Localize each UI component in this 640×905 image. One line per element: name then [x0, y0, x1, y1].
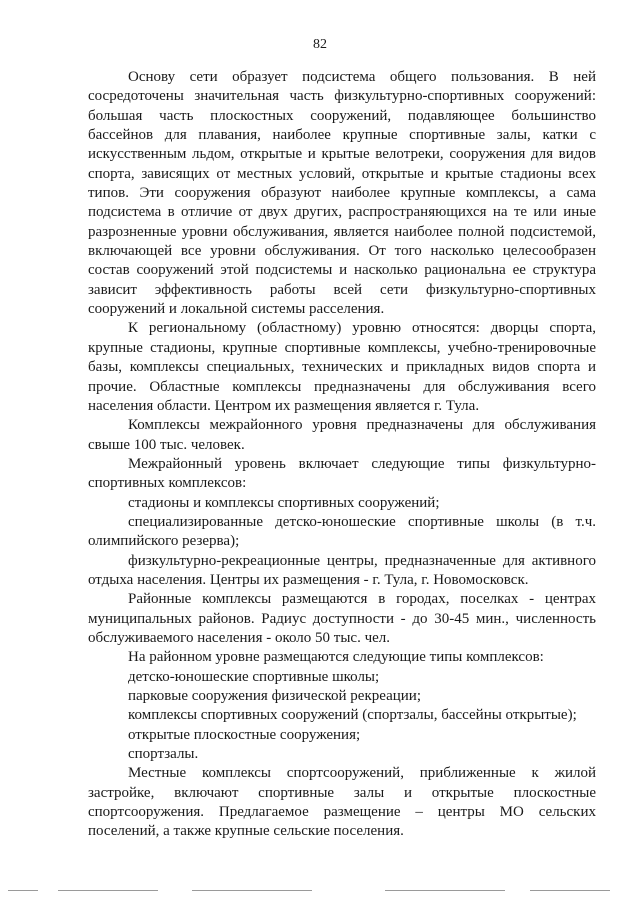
text-line: Комплексы межрайонного уровня предназначены для обслуживания: [128, 417, 596, 434]
text-line: типов. Эти сооружения образуют наиболее крупные комплексы, а сама: [88, 185, 596, 202]
text-line: физкультурно-рекреационные центры, предназначенные для активного: [128, 552, 596, 569]
text-line: Местные комплексы спортсооружений, приближенные к жилой: [128, 765, 596, 782]
text-line: Межрайонный уровень включает следующие типы физкультурно-: [128, 455, 596, 472]
text-line: К региональному (областному) уровню относятся: дворцы спорта,: [128, 320, 596, 337]
text-line: спортивных комплексов:: [88, 475, 247, 492]
text-line: большая часть плоскостных сооружений, подавляющее большинство: [88, 107, 596, 124]
scan-edge-artifact: [0, 889, 640, 892]
text-line: поселений, а также крупные сельские поселения.: [88, 823, 404, 840]
text-line: спортсооружения. Предлагаемое размещение – центры МО сельских: [88, 804, 596, 821]
text-line: специализированные детско-юношеские спортивные школы (в т.ч.: [128, 513, 596, 530]
text-line: разрозненные уровни обслуживания, является наиболее полной подсистемой,: [88, 223, 596, 240]
text-line: населения области. Центром их размещения является г. Тула.: [88, 397, 480, 414]
text-line: Районные комплексы размещаются в городах, поселках - центрах: [128, 591, 596, 608]
text-line: сооружений и локальной системы расселения.: [88, 301, 385, 318]
text-line: парковые сооружения физической рекреации;: [128, 688, 421, 704]
text-line: комплексы спортивных сооружений (спортзалы, бассейны открытые);: [128, 707, 577, 724]
text-line: застройке, включают спортивные залы и открытые плоскостные: [88, 784, 596, 801]
text-line: отдыха населения. Центры их размещения - г. Тула, г. Новомосковск.: [88, 571, 529, 588]
text-line: муниципальных районов. Радиус доступности - до 30-45 мин., численность: [88, 610, 596, 627]
text-line: искусственным льдом, открытые и крытые велотреки, сооружения для видов: [88, 146, 596, 163]
text-line: спорта, зависящих от местных условий, открытые и крытые стадионы всех: [88, 165, 596, 182]
text-line: детско-юношеские спортивные школы;: [128, 668, 380, 685]
body-text: [88, 68, 596, 842]
page-number: 82: [313, 37, 327, 52]
text-line: состав сооружений этой подсистемы и насколько рациональна ее структура: [88, 262, 596, 279]
text-line: сосредоточены значительная часть физкультурно-спортивных сооружений:: [88, 88, 596, 105]
text-line: включающей все уровни обслуживания. От того насколько целесообразен: [88, 243, 596, 260]
text-line: спортзалы.: [128, 746, 199, 763]
text-line: зависит эффективность работы всей сети физкультурно-спортивных: [88, 281, 596, 298]
text-line: олимпийского резерва);: [88, 533, 240, 550]
text-line: свыше 100 тыс. человек.: [88, 436, 245, 453]
text-line: открытые плоскостные сооружения;: [128, 726, 361, 743]
text-line: На районном уровне размещаются следующие типы комплексов:: [128, 649, 544, 666]
text-line: бассейнов для плавания, наиболее крупные спортивные залы, катки с: [88, 127, 596, 144]
text-line: крупные стадионы, крупные спортивные комплексы, учебно-тренировочные: [88, 339, 596, 356]
text-line: стадионы и комплексы спортивных сооружений;: [128, 494, 440, 511]
text-line: обслуживаемого населения - около 50 тыс. чел.: [88, 629, 391, 646]
text-line: базы, комплексы специальных, технических и прикладных видов спорта и: [88, 359, 596, 376]
text-line: Основу сети образует подсистема общего пользования. В ней: [128, 69, 596, 85]
text-line: прочие. Областные комплексы предназначены для обслуживания всего: [88, 378, 596, 395]
text-line: подсистема в отличие от двух других, распространяющихся на те или иные: [88, 204, 596, 221]
